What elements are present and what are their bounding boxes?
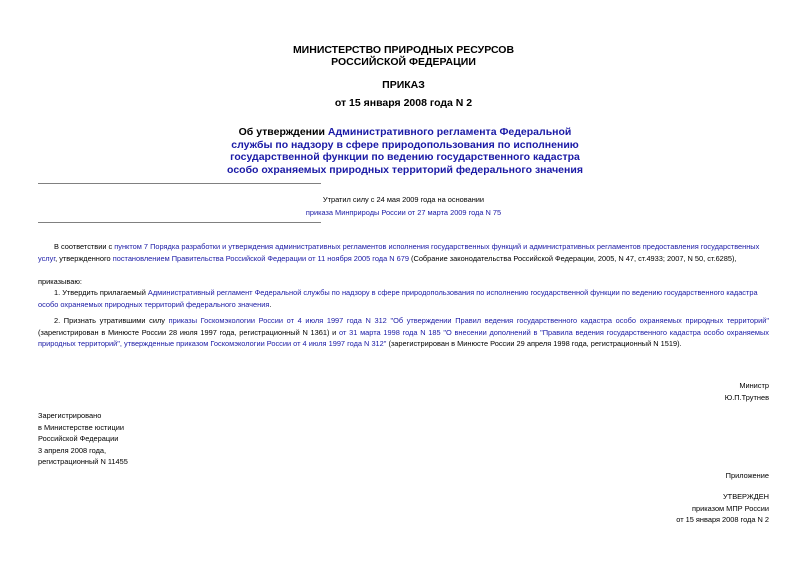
order-word: приказываю: (38, 277, 82, 286)
para1-text-1: В соответствии с (54, 242, 115, 251)
doc-type: ПРИКАЗ (382, 79, 425, 91)
registration-block (38, 410, 128, 468)
doc-subject (60, 126, 750, 176)
subject-link-regulation[interactable]: Административного регламента Федеральной (327, 126, 572, 138)
para3-link-order-185[interactable]: от 31 марта 1998 года N 185 "О внесении дополнений в "Правила ведения государственного кадастра особо охраняемых природных территорий", утвержденные приказом Госкомэкологии России от 4 июля 1997 года N 312" (38, 327, 769, 348)
para3-text-2: (зарегистрирован в Минюсте России 28 июля 1997 года, регистрационный N 1361) и (38, 327, 340, 337)
registration-line-3: Российской Федерации (38, 434, 119, 443)
para3-link-order-312[interactable]: приказы Госкомэкологии России от 4 июля 1997 года N 312 "Об утверждении Правил ведения государственного кадастра особо охраняемых природных территорий" (168, 316, 769, 325)
paragraph-approve (38, 287, 769, 310)
registration-line-1: Зарегистрировано (38, 411, 102, 420)
appendix-label: Приложение (725, 471, 769, 480)
paragraph-basis (38, 241, 769, 264)
ministry-line-2: РОССИЙСКОЙ ФЕДЕРАЦИИ (331, 56, 476, 68)
approval-block (676, 491, 769, 526)
approved-word: УТВЕРЖДЕН (722, 492, 769, 501)
divider-top (38, 183, 321, 184)
paragraph-repeal (38, 315, 769, 350)
signature-block (725, 380, 769, 403)
para2-link-regulation[interactable]: Административный регламент Федеральной службы по надзору в сфере природопользования по исполнению государственной функции по ведению государственного кадастра особо охраняемых природных территорий федерального значения (38, 288, 758, 309)
lost-force-link[interactable]: приказа Минприроды России от 27 марта 2009 года N 75 (305, 208, 502, 217)
doc-date-number: от 15 января 2008 года N 2 (334, 97, 473, 109)
para1-text-2: , утвержденного (55, 253, 113, 263)
para2-text-2: . (269, 299, 272, 309)
ministry-line-1: МИНИСТЕРСТВО ПРИРОДНЫХ РЕСУРСОВ (292, 44, 515, 56)
para2-text-1: 1. Утвердить прилагаемый (54, 288, 148, 297)
subject-link-line2[interactable]: службы по надзору в сфере природопользования по исполнению (231, 138, 579, 151)
para1-text-3: (Собрание законодательства Российской Федерации, 2005, N 47, ст.4933; 2007, N 50, ст.6285), (408, 253, 737, 263)
lost-force-line: Утратил силу с 24 мая 2009 года на основании (322, 195, 485, 204)
para1-link-resolution[interactable]: постановлением Правительства Российской Федерации от 11 ноября 2005 года N 679 (112, 253, 409, 263)
ministry-heading (0, 44, 807, 68)
lost-force-note (0, 193, 807, 219)
subject-prefix: Об утверждении (238, 126, 328, 138)
registration-line-4: 3 апреля 2008 года, (38, 445, 107, 455)
para3-text-3: (зарегистрирован в Минюсте России 29 апреля 1998 года, регистрационный N 1519). (386, 339, 682, 348)
subject-link-line4[interactable]: особо охраняемых природных территорий федерального значения (227, 163, 583, 176)
signature-title: Министр (739, 381, 769, 390)
para1-link-procedure[interactable]: пунктом 7 Порядка разработки и утверждения административных регламентов исполнения государственных функций и административных регламентов предоставления государственных услуг (38, 242, 760, 263)
approved-by-order: приказом МПР России (691, 503, 769, 513)
approved-date: от 15 января 2008 года N 2 (676, 515, 769, 524)
signature-name: Ю.П.Трутнев (724, 392, 769, 402)
registration-line-5: регистрационный N 11455 (38, 457, 128, 466)
subject-link-line3[interactable]: государственной функции по ведению государственного кадастра (230, 151, 580, 163)
divider-bottom (38, 222, 321, 223)
para3-text-1: 2. Признать утратившими силу (54, 316, 169, 325)
registration-line-2: в Министерстве юстиции (38, 422, 125, 432)
